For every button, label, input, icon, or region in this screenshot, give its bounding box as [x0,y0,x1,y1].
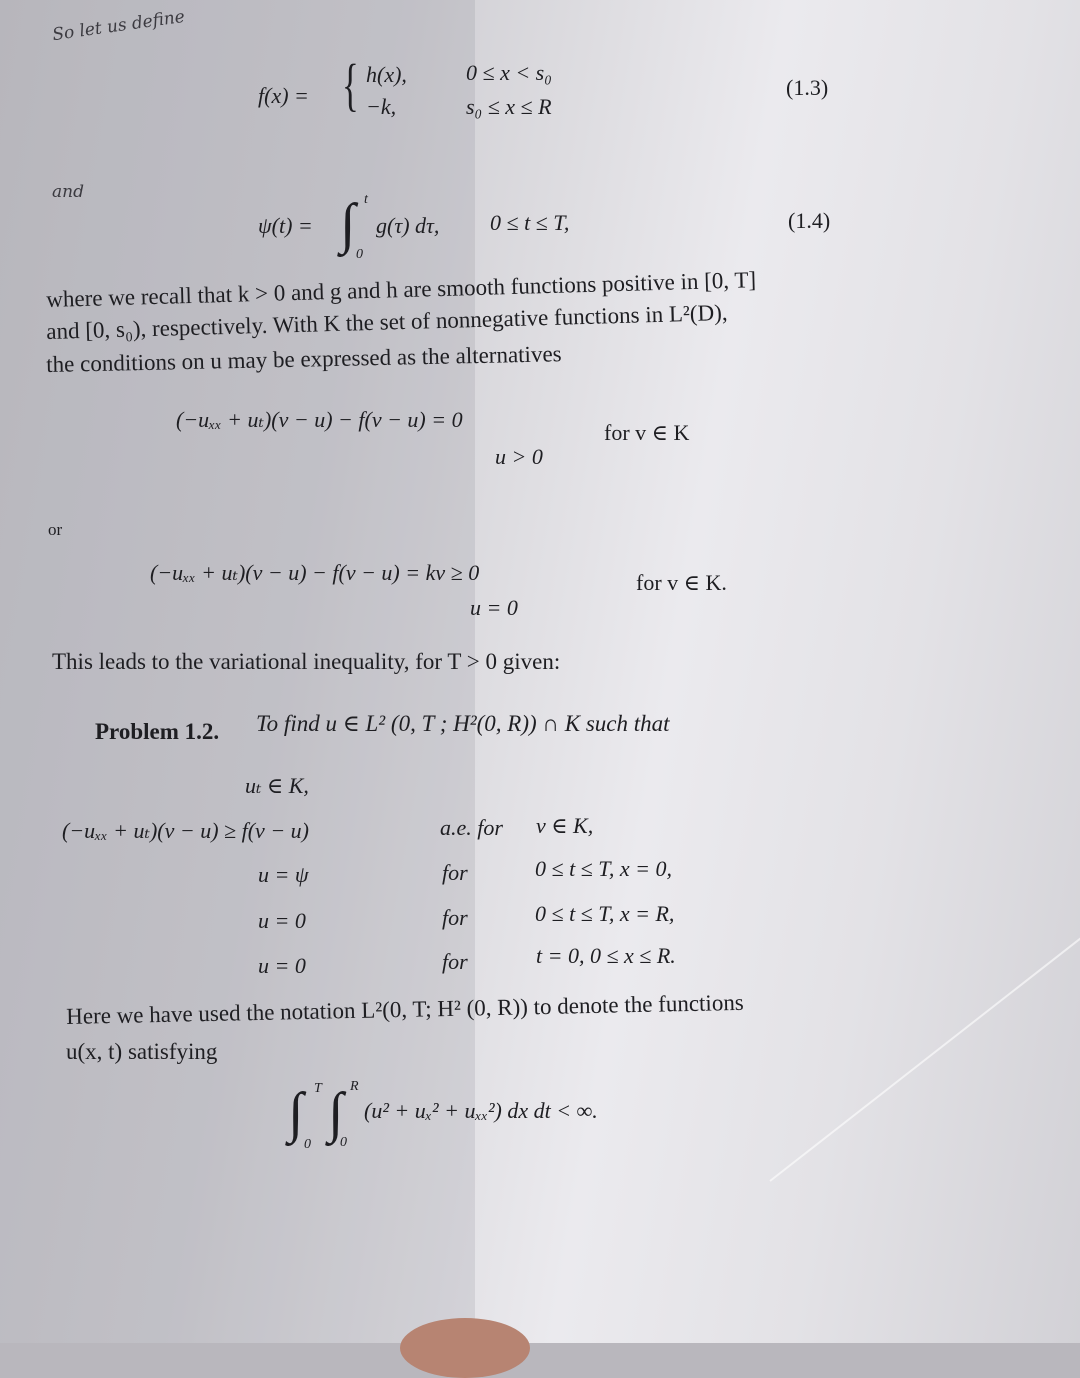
paragraph3-line1: Here we have used the notation L²(0, T; H² (0, R)) to denote the functions [65,989,744,1029]
paragraph2: This leads to the variational inequality, for T > 0 given: [52,649,561,674]
problem-row3-expr: u = ψ [258,862,309,887]
problem-row4-cond: 0 ≤ t ≤ T, x = R, [535,901,675,926]
eq13-case2-cond: s₀ ≤ x ≤ R [466,94,552,119]
paragraph1-line2: and [0, s₀), respectively. With K the set of nonnegative functions in L²(D), [45,299,728,344]
header-note: So let us define [51,6,187,46]
problem-row4-expr: u = 0 [258,908,306,933]
problem-row3-cond: 0 ≤ t ≤ T, x = 0, [535,856,672,881]
problem-row4-word: for [442,905,468,930]
connector-or: or [48,520,63,539]
alt2-line2: u = 0 [470,595,518,620]
problem-row2-word: a.e. for [440,815,503,840]
eq13-brace: { [342,52,359,117]
eq13-case1-expr: h(x), [366,62,407,87]
final-outer-lower: 0 [304,1137,311,1152]
problem-row1-expr: uₜ ∈ K, [245,773,309,798]
alt2-line1: (−uₓₓ + uₜ)(v − u) − f(v − u) = kv ≥ 0 [150,560,480,585]
eq14-condition: 0 ≤ t ≤ T, [490,210,570,235]
alt1-line1: (−uₓₓ + uₜ)(v − u) − f(v − u) = 0 [176,407,463,432]
final-inner-integral-sign: ∫ [328,1082,344,1144]
problem-row2-expr: (−uₓₓ + uₜ)(v − u) ≥ f(v − u) [62,818,309,843]
finger-tip [400,1318,530,1378]
connector-and: and [52,182,84,202]
alt2-qualifier: for v ∈ K. [636,570,727,595]
final-integrand: (u² + uₓ² + uₓₓ²) dx dt < ∞. [364,1098,598,1123]
final-outer-upper: T [314,1081,322,1096]
eq13-lhs: f(x) = [258,83,309,108]
eq13-case2-expr: −k, [366,94,397,119]
eq13-case1-cond: 0 ≤ x < s₀ [466,60,552,85]
eq14-upper-limit: t [364,192,368,207]
problem-row3-word: for [442,860,468,885]
final-inner-lower: 0 [340,1135,347,1150]
alt1-line2: u > 0 [495,444,543,469]
eq14-lhs: ψ(t) = [258,213,313,238]
problem-row5-word: for [442,949,468,974]
final-outer-integral-sign: ∫ [288,1082,304,1144]
eq14-integral-sign: ∫ [340,193,356,255]
paragraph1-line3: the conditions on u may be expressed as the alternatives [45,341,562,377]
final-inner-upper: R [350,1079,359,1094]
eq14-number: (1.4) [788,208,831,233]
eq13-number: (1.3) [786,75,829,100]
problem-row2-cond: v ∈ K, [536,813,594,838]
paragraph3-line2: u(x, t) satisfying [66,1039,218,1064]
paragraph1-line1: where we recall that k > 0 and g and h are smooth functions positive in [0, T] [45,267,757,312]
problem-label: Problem 1.2. [95,719,220,744]
problem-row5-cond: t = 0, 0 ≤ x ≤ R. [536,943,676,968]
alt1-qualifier: for v ∈ K [604,420,690,445]
eq14-lower-limit: 0 [356,247,363,262]
problem-row5-expr: u = 0 [258,953,306,978]
problem-statement: To find u ∈ L² (0, T ; H²(0, R)) ∩ K such that [256,711,670,736]
eq14-integrand: g(τ) dτ, [376,213,440,238]
